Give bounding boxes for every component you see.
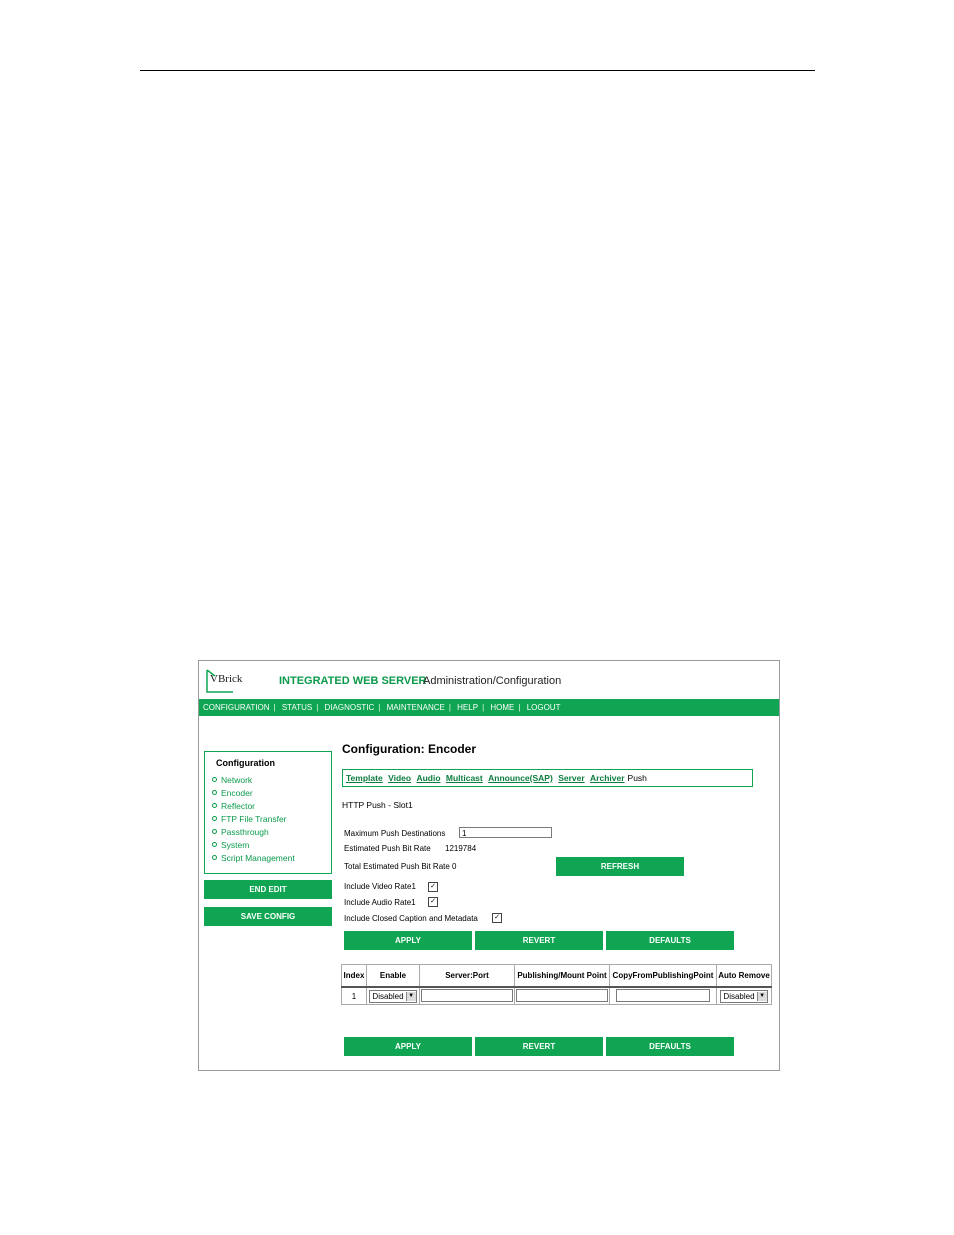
tab-multicast[interactable]: Multicast: [445, 773, 483, 783]
include-cc-checkbox[interactable]: ✓: [492, 913, 502, 923]
auto-remove-select[interactable]: Disabled ▼: [720, 990, 767, 1003]
sidebar-item-ftp-file-transfer[interactable]: FTP File Transfer: [212, 812, 295, 825]
include-video-label: Include Video Rate1: [344, 882, 416, 891]
refresh-button[interactable]: REFRESH: [556, 857, 684, 876]
nav-home[interactable]: HOME: [490, 703, 515, 712]
bullet-icon: [212, 777, 217, 782]
brand-subtitle: Administration/Configuration: [423, 675, 562, 687]
tab-push-current: Push: [627, 773, 647, 783]
bullet-icon: [212, 842, 217, 847]
tab-server[interactable]: Server: [558, 773, 585, 783]
col-publishing-mount-point: Publishing/Mount Point: [515, 965, 610, 988]
tab-archiver[interactable]: Archiver: [590, 773, 625, 783]
nav-help[interactable]: HELP: [457, 703, 479, 712]
sidebar-item-system[interactable]: System: [212, 838, 295, 851]
page-title: Configuration: Encoder: [342, 742, 476, 756]
sidebar-list: [212, 773, 295, 864]
nav-configuration[interactable]: CONFIGURATION: [203, 703, 270, 712]
sidebar-item-script-management[interactable]: Script Management: [212, 851, 295, 864]
include-audio-checkbox[interactable]: ✓: [428, 897, 438, 907]
nav-diagnostic[interactable]: DIAGNOSTIC: [324, 703, 375, 712]
tab-video[interactable]: Video: [388, 773, 412, 783]
save-config-button[interactable]: SAVE CONFIG: [204, 907, 332, 926]
enable-select[interactable]: Disabled ▼: [369, 990, 416, 1003]
col-copy-from-publishing-point: CopyFromPublishingPoint: [610, 965, 717, 988]
include-audio-label: Include Audio Rate1: [344, 898, 416, 907]
end-edit-button[interactable]: END EDIT: [204, 880, 332, 899]
defaults-button[interactable]: DEFAULTS: [606, 931, 734, 950]
tab-announce-sap[interactable]: Announce(SAP): [488, 773, 553, 783]
sidebar-item-network[interactable]: Network: [212, 773, 295, 786]
nav-maintenance[interactable]: MAINTENANCE: [386, 703, 445, 712]
apply-button[interactable]: APPLY: [344, 931, 472, 950]
col-auto-remove: Auto Remove: [717, 965, 772, 988]
col-enable: Enable: [367, 965, 420, 988]
sidebar-item-encoder[interactable]: Encoder: [212, 786, 295, 799]
page-top-rule: [140, 70, 815, 71]
revert-button-bottom[interactable]: REVERT: [475, 1037, 603, 1056]
logo-text: VBrick: [210, 673, 243, 685]
est-rate-value: 1219784: [445, 844, 477, 853]
table-row: [342, 987, 772, 1005]
row-index: 1: [342, 987, 367, 1005]
bullet-icon: [212, 829, 217, 834]
app-header: [199, 661, 779, 699]
sidebar-item-reflector[interactable]: Reflector: [212, 799, 295, 812]
dropdown-arrow-icon: ▼: [757, 992, 767, 1001]
bullet-icon: [212, 816, 217, 821]
nav-status[interactable]: STATUS: [281, 703, 313, 712]
tab-audio[interactable]: Audio: [416, 773, 441, 783]
copy-from-publishing-point-input[interactable]: [616, 989, 710, 1002]
max-push-label: Maximum Push Destinations: [344, 829, 446, 838]
bullet-icon: [212, 855, 217, 860]
table-header-row: [342, 965, 772, 988]
sidebar-config-menu: [204, 751, 332, 874]
revert-button[interactable]: REVERT: [475, 931, 603, 950]
col-server-port: Server:Port: [420, 965, 515, 988]
server-port-input[interactable]: [421, 989, 513, 1002]
sidebar-title: Configuration: [216, 758, 275, 768]
encoder-tabs: [342, 769, 753, 787]
top-nav-bar: CONFIGURATION | STATUS | DIAGNOSTIC | MAINTENANCE | HELP | HOME | LOGOUT: [199, 699, 779, 716]
apply-button-bottom[interactable]: APPLY: [344, 1037, 472, 1056]
defaults-button-bottom[interactable]: DEFAULTS: [606, 1037, 734, 1056]
publishing-point-input[interactable]: [516, 989, 608, 1002]
browser-screenshot: [198, 660, 780, 1071]
tab-template[interactable]: Template: [346, 773, 383, 783]
section-heading: HTTP Push - Slot1: [342, 800, 413, 810]
nav-logout[interactable]: LOGOUT: [526, 703, 561, 712]
include-cc-label: Include Closed Caption and Metadata: [344, 914, 478, 923]
push-destinations-table: [341, 964, 772, 1005]
include-video-checkbox[interactable]: ✓: [428, 882, 438, 892]
est-rate-label: Estimated Push Bit Rate: [344, 844, 431, 853]
bullet-icon: [212, 803, 217, 808]
sidebar-item-passthrough[interactable]: Passthrough: [212, 825, 295, 838]
dropdown-arrow-icon: ▼: [406, 992, 416, 1001]
max-push-input[interactable]: 1: [459, 827, 552, 838]
brand-title: INTEGRATED WEB SERVER: [279, 675, 427, 687]
col-index: Index: [342, 965, 367, 988]
bullet-icon: [212, 790, 217, 795]
total-rate-label: Total Estimated Push Bit Rate 0: [344, 862, 457, 871]
